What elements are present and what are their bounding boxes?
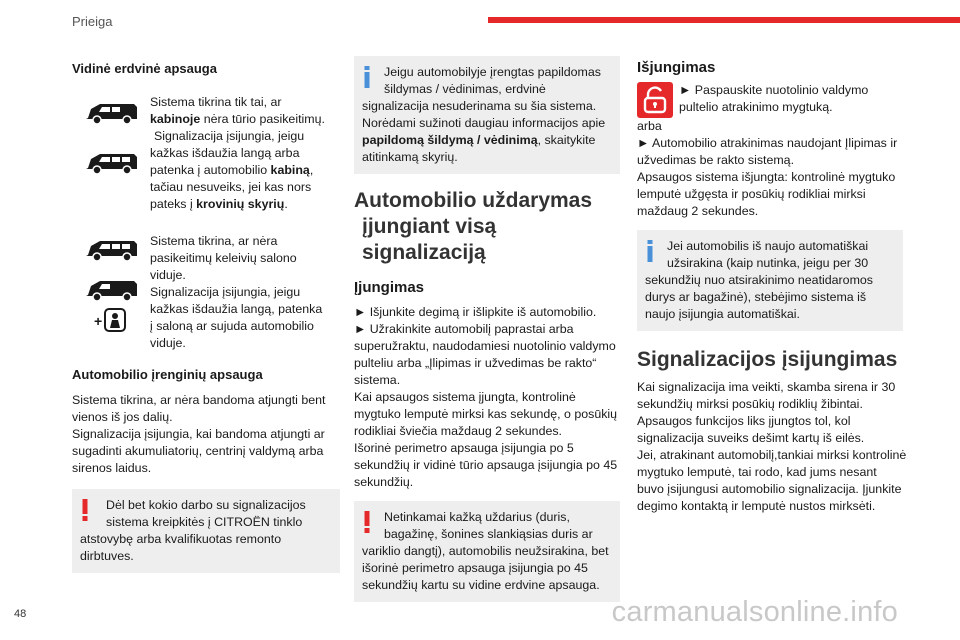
title-line: Automobilio uždarymas	[354, 189, 593, 212]
text-line: buvo įsijungusi automobilio signalizacija. Įjunkite	[637, 482, 902, 496]
text-line: Norėdami sužinoti daugiau informacijos apie	[362, 116, 606, 130]
warning-notice	[72, 489, 340, 573]
text-line: sekundžių ir vidinė tūrio apsauga įsijungia po 45	[354, 458, 618, 472]
text-line: atitinkamą skyrių.	[362, 150, 458, 164]
van-cabin-people-icon	[82, 148, 140, 178]
text-line: pulteliu arba „Įlipimas ir užvedimas be rakto“	[354, 356, 597, 370]
warning-notice-closing	[354, 501, 620, 602]
text-line: Apsaugos sistema išjungta: kontrolinė mygtuko	[637, 170, 896, 184]
info-notice-heating	[354, 56, 620, 174]
text-line: Apsaugos funkcijos liks įjungtos tol, kol	[637, 414, 851, 428]
text-line: atstovybę arba kvalifikuotas remonto	[80, 532, 282, 546]
text-line: viduje.	[150, 268, 186, 282]
text-line: pasikeitimų keleivių salono	[150, 251, 297, 265]
text-line: pateks į krovinių skyrių.	[150, 197, 288, 211]
text-line: sekundžių.	[354, 475, 414, 489]
triggering-paragraph	[637, 379, 907, 515]
text-line: sekundžių kartu su vidine erdvine apsauga.	[362, 578, 600, 592]
warning-exclamation-icon	[80, 499, 90, 521]
text-line: Signalizacija įsijungia, jeigu	[150, 285, 301, 299]
text-line: superužraktu, naudodamiesi nuotolinio valdymo	[354, 339, 616, 353]
unlock-step	[637, 82, 903, 118]
text-line: tačiau nesuveiks, jei kas nors	[150, 180, 312, 194]
text-line: papildomą šildymą / vėdinimą, skaitykite	[362, 133, 596, 147]
text-line: maždaug 2 sekundes.	[637, 204, 759, 218]
unlock-icon	[642, 86, 668, 114]
van-icons-group	[72, 92, 150, 178]
text-line: kažkas išdaužia langą arba	[150, 146, 300, 160]
text-line: išorinė perimetro apsauga įsijungia po 45	[362, 561, 588, 575]
section-title-locking	[354, 188, 620, 266]
activation-paragraph	[354, 304, 620, 491]
van-passenger-icon	[82, 235, 140, 265]
page-number: 48	[14, 608, 27, 620]
text-line: Signalizacija įsijungia, jeigu	[154, 129, 305, 143]
text-line: Jei automobilis iš naujo automatiškai	[667, 239, 869, 253]
text-line: mygtuko lemputė, tai rodo, kad jums nesant	[637, 465, 877, 479]
text-line: dirbtuves.	[80, 549, 134, 563]
text-line: signalizacija nesuderinama su šia sistema.	[362, 99, 597, 113]
text-line: pultelio atrakinimo mygtuką.	[679, 100, 833, 114]
cabin-protection-text	[150, 92, 325, 213]
text-line: Sistema tikrina, ar nėra bandoma atjungti bent	[72, 393, 326, 407]
text-line: arba	[637, 119, 662, 133]
text-line: Netinkamai kažką uždarius (duris,	[384, 510, 570, 524]
text-line: viduje.	[150, 336, 186, 350]
text-line: vienos iš jos dalių.	[72, 410, 173, 424]
svg-text:+: +	[94, 313, 103, 329]
text-line: ► Automobilio atrakinimas naudojant Įlipimas ir	[637, 136, 898, 150]
text-line: Jeigu automobilyje įrengtas papildomas	[384, 65, 601, 79]
title-line: įjungiant visą signalizaciją	[362, 215, 497, 264]
text-line: naujo įsijungia automatiškai.	[645, 307, 800, 321]
warning-exclamation-icon	[362, 511, 372, 533]
section-title-interior: Vidinė erdvinė apsauga	[72, 61, 217, 76]
text-line: šildymas / vėdinimas, erdvinė	[384, 82, 546, 96]
van-icons-group	[72, 229, 150, 333]
text-line: rodikliai šviečia maždaug 2 sekundes.	[354, 424, 562, 438]
subsection-title-activation: Įjungimas	[354, 279, 425, 296]
section-title-triggering: Signalizacijos įsijungimas	[637, 348, 898, 371]
column-right	[637, 56, 907, 515]
text-line: sistema.	[354, 373, 401, 387]
text-line: ► Paspauskite nuotolinio valdymo	[679, 83, 869, 97]
text-line: užvedimas be rakto sistemą.	[637, 153, 795, 167]
text-line: patenka į automobilio kabiną,	[150, 163, 314, 177]
text-line: signalizacija suveiks dešimt kartų iš eilės.	[637, 431, 865, 445]
text-line: ► Užrakinkite automobilį paprastai arba	[354, 322, 574, 336]
text-line: bagažinę, šonines slankiąsias duris ar	[384, 527, 593, 541]
text-line: Dėl bet kokio darbo su signalizacijos	[106, 498, 306, 512]
text-line: sekundžių mirksi posūkių rodiklių žibintai.	[637, 397, 863, 411]
text-line: Sistema tikrina tik tai, ar	[150, 95, 282, 109]
unlock-icon-box	[637, 82, 673, 118]
info-icon	[362, 66, 372, 88]
text-line: Signalizacija įsijungia, kai bandoma atjungti ar	[72, 427, 325, 441]
header-section-label: Prieiga	[72, 14, 113, 29]
subsection-title-deactivation: Išjungimas	[637, 59, 716, 76]
text-line: Jei, atrakinant automobilį,tankiai mirksi kontrolinė	[637, 448, 907, 462]
text-line: į saloną ar sujuda automobilio	[150, 319, 314, 333]
column-left	[72, 56, 340, 573]
text-line: sekundžių nuo atsirakinimo neatidaromos	[645, 273, 873, 287]
text-line: sistema kreipkitės į CITROËN tinklo	[106, 515, 303, 529]
info-notice-relock	[637, 230, 903, 331]
deactivation-paragraph	[637, 118, 903, 220]
unlock-step-text	[679, 82, 868, 116]
text-line: Kai apsaugos sistema įjungta, kontrolinė	[354, 390, 576, 404]
text-line: ► Išjunkite degimą ir išlipkite iš automobilio.	[354, 305, 597, 319]
header-accent-bar	[488, 17, 960, 23]
passenger-protection-text	[150, 229, 322, 352]
text-line: degimo kontaktą ir lemputė nustos mirksėti.	[637, 499, 876, 513]
text-line: Kai signalizacija ima veikti, skamba sirena ir 30	[637, 380, 896, 394]
text-line: variklio dangtį), automobilis neužsirakina, bet	[362, 544, 609, 558]
text-line: Išorinė perimetro apsauga įsijungia po 5	[354, 441, 574, 455]
text-line: kažkas išdaužia langą, patenka	[150, 302, 323, 316]
cabin-protection-block	[72, 92, 340, 213]
text-line: užsirakina (kaip nutinka, jeigu per 30	[667, 256, 869, 270]
text-line: Sistema tikrina, ar nėra	[150, 234, 278, 248]
info-icon	[645, 240, 655, 262]
text-line: sirenos laidus.	[72, 461, 152, 475]
text-line: sugadinti akumuliatorių, centrinį valdymą arba	[72, 444, 324, 458]
text-line: lemputė užgęsta ir posūkių rodikliai mirksi	[637, 187, 866, 201]
motion-sensor-icon	[91, 307, 131, 333]
text-line: durys ar bagažinė), stebėjimo sistema iš	[645, 290, 867, 304]
passenger-protection-block	[72, 229, 340, 352]
van-cabin-icon	[82, 98, 140, 128]
section-title-equipment: Automobilio įrenginių apsauga	[72, 367, 263, 382]
text-line: kabinoje nėra tūrio pasikeitimų.	[150, 112, 325, 126]
equipment-paragraph	[72, 392, 340, 477]
column-middle	[354, 56, 620, 602]
watermark-link[interactable]: carmanualsonline.info	[611, 596, 898, 628]
van-motion-icon	[82, 275, 140, 305]
text-line: mygtuko lemputė mirksi kas sekundę, o posūkių	[354, 407, 618, 421]
